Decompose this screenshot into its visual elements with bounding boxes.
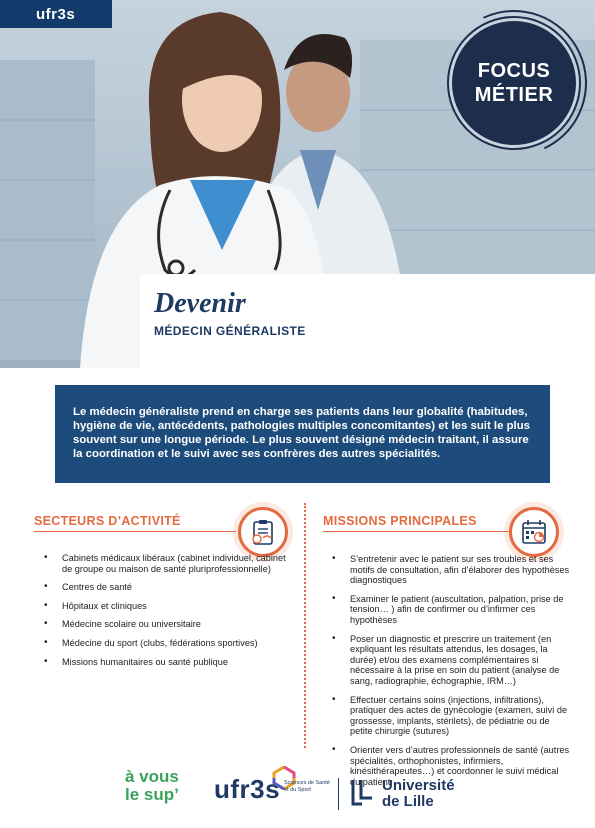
badge-line2: MÉTIER (474, 84, 554, 106)
clipboard-medical-icon (238, 507, 288, 557)
list-item: • Hôpitaux et cliniques (42, 601, 292, 612)
missions-title: MISSIONS PRINCIPALES (323, 514, 477, 528)
badge-line1: FOCUS (477, 60, 551, 82)
list-item: • Médecine scolaire ou universitaire (42, 619, 292, 630)
intro-box: Le médecin généraliste prend en charge ses patients dans leur globalité (habitudes, hygiène de vie, antécédents, pathologies multiples concomitantes) et les suit le plus souvent sur une longue période. Le plus souvent désigné médecin traitant, il assure la coordination et le suivi avec ses confrères des autres spécialités. (55, 385, 550, 483)
missions-underline (323, 531, 513, 532)
list-item: • Médecine du sport (clubs, fédérations sportives) (42, 638, 292, 649)
universite-de-lille-logo: Université de Lille (382, 777, 455, 810)
list-item: • Poser un diagnostic et prescrire un traitement (en expliquant les résultats attendus, les dosages, la durée) et/ou des examens complémentaires si nécessaire à la prise en soin du patient (analyse de sang, radiographie, échographie, IRM…) (330, 634, 570, 687)
ufr3s-subtitle: Sciences de Santé et du Sport (284, 780, 330, 793)
list-item: • S’entretenir avec le patient sur ses troubles et ses motifs de consultation, afin d’élaborer des hypothèses diagnostiques (330, 554, 570, 586)
footer-separator (338, 778, 339, 810)
secteurs-list (42, 553, 292, 675)
ufr3s-footer-logo: ufr3s (214, 774, 281, 804)
hero-photo (0, 0, 595, 368)
secteurs-title: SECTEURS D’ACTIVITÉ (34, 514, 181, 528)
list-item: • Cabinets médicaux libéraux (cabinet individuel, cabinet de groupe ou maison de santé pluriprofessionnelle) (42, 553, 292, 574)
list-item: • Missions humanitaires ou santé publique (42, 657, 292, 668)
calendar-chart-icon (509, 507, 559, 557)
page-title: Devenir (154, 288, 246, 319)
list-item: • Effectuer certains soins (injections, infiltrations), pratiquer des actes de gynécologie (examen, suivi de grossesse, implants, stérilets), de pédiatrie ou de petite chirurgie (sutures) (330, 695, 570, 737)
list-item: • Orienter vers d’autres professionnels de santé (autres spécialités, orthophonistes, infirmiers, kinésithérapeutes…) et coordonner le suivi médical du patient (330, 745, 570, 787)
title-card (140, 274, 595, 368)
job-title: MÉDECIN GÉNÉRALISTE (154, 324, 306, 338)
column-divider (304, 503, 306, 748)
secteurs-underline (34, 531, 236, 532)
list-item: • Centres de santé (42, 582, 292, 593)
focus-metier-badge (449, 18, 579, 148)
footer-logos (0, 760, 595, 828)
universite-lille-mark-icon (350, 778, 376, 808)
list-item: • Examiner le patient (auscultation, palpation, prise de tension… ) afin de confirmer ou d’infirmer ces hypothèses (330, 594, 570, 626)
ufr3s-logo: ufr3s (0, 0, 112, 28)
a-vous-le-sup-logo: à vous le sup’ (125, 767, 179, 804)
